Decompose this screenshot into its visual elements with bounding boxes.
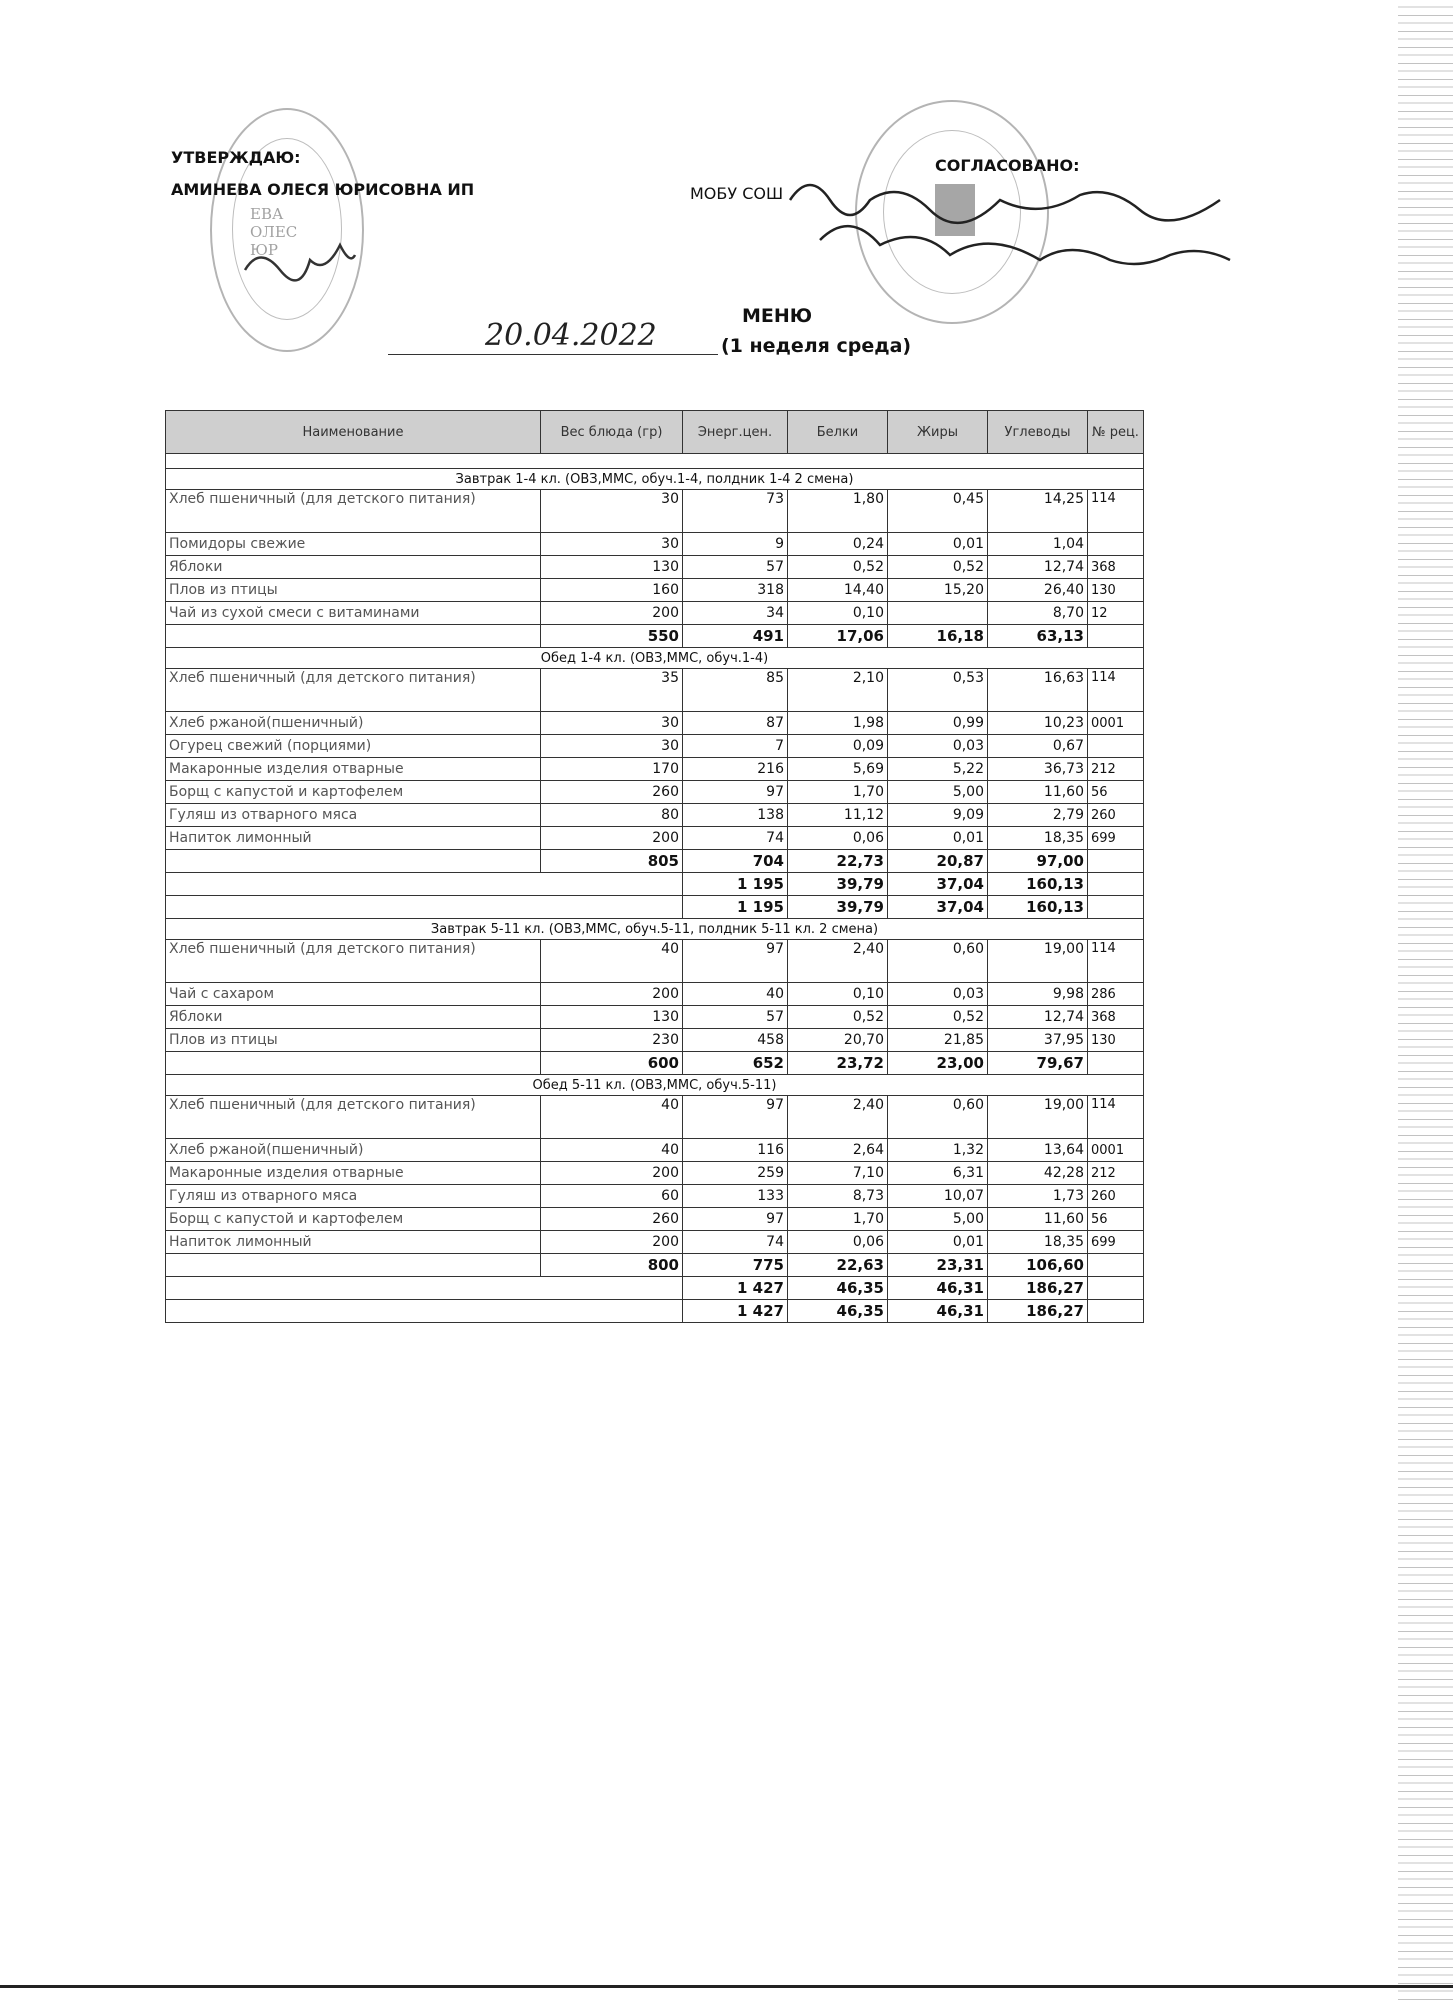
weight: 200 xyxy=(541,827,683,850)
col-name: Наименование xyxy=(166,411,541,454)
grand-protein: 39,79 xyxy=(788,873,888,896)
carbs: 14,25 xyxy=(988,490,1088,533)
table-row xyxy=(166,940,1144,983)
recipe-no: 368 xyxy=(1088,1006,1144,1029)
recipe-no: 56 xyxy=(1088,1208,1144,1231)
weight: 230 xyxy=(541,1029,683,1052)
handwritten-date: 20.04.2022 xyxy=(485,318,657,353)
total-weight: 800 xyxy=(541,1254,683,1277)
protein: 8,73 xyxy=(788,1185,888,1208)
protein: 7,10 xyxy=(788,1162,888,1185)
dish-name: Борщ с капустой и картофелем xyxy=(166,1208,541,1231)
weight: 30 xyxy=(541,712,683,735)
dish-name: Хлеб пшеничный (для детского питания) xyxy=(166,940,541,983)
protein: 0,52 xyxy=(788,556,888,579)
grand-fat: 37,04 xyxy=(888,873,988,896)
section-total-row xyxy=(166,1254,1144,1277)
grand-total-label-empty xyxy=(166,1277,683,1300)
protein: 20,70 xyxy=(788,1029,888,1052)
carbs: 18,35 xyxy=(988,827,1088,850)
energy: 97 xyxy=(683,781,788,804)
col-energy: Энерг.цен. xyxy=(683,411,788,454)
energy: 97 xyxy=(683,1208,788,1231)
energy: 133 xyxy=(683,1185,788,1208)
protein: 5,69 xyxy=(788,758,888,781)
menu-table xyxy=(165,410,1144,1323)
section-title-row xyxy=(166,648,1144,669)
protein: 2,40 xyxy=(788,1096,888,1139)
approver-name: АМИНЕВА ОЛЕСЯ ЮРИСОВНА ИП xyxy=(171,180,475,199)
section-title: Обед 1-4 кл. (ОВЗ,ММС, обуч.1-4) xyxy=(166,648,1144,669)
weight: 130 xyxy=(541,1006,683,1029)
dish-name: Гуляш из отварного мяса xyxy=(166,1185,541,1208)
fat: 21,85 xyxy=(888,1029,988,1052)
section-title-row xyxy=(166,1075,1144,1096)
fat: 0,01 xyxy=(888,533,988,556)
dish-name: Макаронные изделия отварные xyxy=(166,1162,541,1185)
carbs: 37,95 xyxy=(988,1029,1088,1052)
table-row xyxy=(166,1231,1144,1254)
protein: 2,40 xyxy=(788,940,888,983)
table-row xyxy=(166,804,1144,827)
carbs: 8,70 xyxy=(988,602,1088,625)
total-energy: 491 xyxy=(683,625,788,648)
dish-name: Хлеб пшеничный (для детского питания) xyxy=(166,669,541,712)
carbs: 1,04 xyxy=(988,533,1088,556)
carbs: 42,28 xyxy=(988,1162,1088,1185)
grand-carbs: 160,13 xyxy=(988,873,1088,896)
total-recipe-empty xyxy=(1088,850,1144,873)
weight: 200 xyxy=(541,602,683,625)
dish-name: Плов из птицы xyxy=(166,579,541,602)
energy: 259 xyxy=(683,1162,788,1185)
protein: 0,10 xyxy=(788,602,888,625)
protein: 1,98 xyxy=(788,712,888,735)
energy: 57 xyxy=(683,556,788,579)
energy: 87 xyxy=(683,712,788,735)
fat: 6,31 xyxy=(888,1162,988,1185)
recipe-no: 114 xyxy=(1088,940,1144,983)
weight: 30 xyxy=(541,490,683,533)
grand-protein: 46,35 xyxy=(788,1300,888,1323)
recipe-no: 368 xyxy=(1088,556,1144,579)
carbs: 12,74 xyxy=(988,556,1088,579)
dish-name: Плов из птицы xyxy=(166,1029,541,1052)
recipe-no xyxy=(1088,735,1144,758)
weight: 30 xyxy=(541,533,683,556)
table-row xyxy=(166,1096,1144,1139)
total-protein: 17,06 xyxy=(788,625,888,648)
protein: 0,06 xyxy=(788,827,888,850)
energy: 40 xyxy=(683,983,788,1006)
protein: 0,10 xyxy=(788,983,888,1006)
total-label-empty xyxy=(166,1052,541,1075)
total-label-empty xyxy=(166,850,541,873)
school-label: МОБУ СОШ xyxy=(690,184,784,203)
dish-name: Чай с сахаром xyxy=(166,983,541,1006)
fat: 0,45 xyxy=(888,490,988,533)
carbs: 10,23 xyxy=(988,712,1088,735)
dish-name: Борщ с капустой и картофелем xyxy=(166,781,541,804)
total-recipe-empty xyxy=(1088,1254,1144,1277)
energy: 73 xyxy=(683,490,788,533)
energy: 9 xyxy=(683,533,788,556)
fat: 0,03 xyxy=(888,983,988,1006)
grand-recipe-empty xyxy=(1088,896,1144,919)
carbs: 2,79 xyxy=(988,804,1088,827)
grand-total-label-empty xyxy=(166,896,683,919)
total-fat: 23,00 xyxy=(888,1052,988,1075)
total-recipe-empty xyxy=(1088,625,1144,648)
protein: 14,40 xyxy=(788,579,888,602)
table-row xyxy=(166,1185,1144,1208)
recipe-no: 130 xyxy=(1088,1029,1144,1052)
protein: 0,24 xyxy=(788,533,888,556)
carbs: 19,00 xyxy=(988,1096,1088,1139)
recipe-no: 114 xyxy=(1088,669,1144,712)
grand-energy: 1 427 xyxy=(683,1300,788,1323)
table-row xyxy=(166,983,1144,1006)
total-fat: 20,87 xyxy=(888,850,988,873)
energy: 97 xyxy=(683,1096,788,1139)
dish-name: Хлеб пшеничный (для детского питания) xyxy=(166,1096,541,1139)
recipe-no: 12 xyxy=(1088,602,1144,625)
total-recipe-empty xyxy=(1088,1052,1144,1075)
total-weight: 805 xyxy=(541,850,683,873)
total-label-empty xyxy=(166,1254,541,1277)
col-recipe: № рец. xyxy=(1088,411,1144,454)
carbs: 12,74 xyxy=(988,1006,1088,1029)
energy: 458 xyxy=(683,1029,788,1052)
fat: 0,03 xyxy=(888,735,988,758)
table-row xyxy=(166,758,1144,781)
spacer-cell xyxy=(166,454,1144,469)
grand-total-row xyxy=(166,1277,1144,1300)
grand-energy: 1 427 xyxy=(683,1277,788,1300)
carbs: 36,73 xyxy=(988,758,1088,781)
dish-name: Гуляш из отварного мяса xyxy=(166,804,541,827)
grand-recipe-empty xyxy=(1088,1277,1144,1300)
grand-energy: 1 195 xyxy=(683,896,788,919)
dish-name: Хлеб пшеничный (для детского питания) xyxy=(166,490,541,533)
protein: 1,80 xyxy=(788,490,888,533)
recipe-no: 114 xyxy=(1088,490,1144,533)
grand-total-row xyxy=(166,1300,1144,1323)
section-title: Завтрак 1-4 кл. (ОВЗ,ММС, обуч.1-4, полдник 1-4 2 смена) xyxy=(166,469,1144,490)
weight: 200 xyxy=(541,1231,683,1254)
recipe-no: 114 xyxy=(1088,1096,1144,1139)
table-row xyxy=(166,579,1144,602)
fat: 5,22 xyxy=(888,758,988,781)
recipe-no: 130 xyxy=(1088,579,1144,602)
weight: 35 xyxy=(541,669,683,712)
fat: 10,07 xyxy=(888,1185,988,1208)
dish-name: Напиток лимонный xyxy=(166,1231,541,1254)
dish-name: Яблоки xyxy=(166,1006,541,1029)
section-title: Завтрак 5-11 кл. (ОВЗ,ММС, обуч.5-11, полдник 5-11 кл. 2 смена) xyxy=(166,919,1144,940)
scan-bottom-line xyxy=(0,1985,1453,1988)
total-protein: 22,63 xyxy=(788,1254,888,1277)
menu-subtitle: (1 неделя среда) xyxy=(721,335,912,357)
grand-total-label-empty xyxy=(166,1300,683,1323)
approve-label: УТВЕРЖДАЮ: xyxy=(171,148,301,167)
carbs: 26,40 xyxy=(988,579,1088,602)
protein: 0,52 xyxy=(788,1006,888,1029)
energy: 97 xyxy=(683,940,788,983)
total-energy: 775 xyxy=(683,1254,788,1277)
energy: 74 xyxy=(683,1231,788,1254)
fat: 0,99 xyxy=(888,712,988,735)
table-row xyxy=(166,1139,1144,1162)
recipe-no: 260 xyxy=(1088,804,1144,827)
grand-energy: 1 195 xyxy=(683,873,788,896)
fat: 5,00 xyxy=(888,1208,988,1231)
weight: 200 xyxy=(541,1162,683,1185)
grand-protein: 39,79 xyxy=(788,896,888,919)
table-row xyxy=(166,490,1144,533)
energy: 7 xyxy=(683,735,788,758)
recipe-no: 0001 xyxy=(1088,1139,1144,1162)
carbs: 18,35 xyxy=(988,1231,1088,1254)
grand-recipe-empty xyxy=(1088,873,1144,896)
energy: 116 xyxy=(683,1139,788,1162)
date-underline xyxy=(388,354,718,355)
spacer-row xyxy=(166,454,1144,469)
protein: 2,64 xyxy=(788,1139,888,1162)
col-protein: Белки xyxy=(788,411,888,454)
grand-carbs: 160,13 xyxy=(988,896,1088,919)
weight: 260 xyxy=(541,781,683,804)
carbs: 1,73 xyxy=(988,1185,1088,1208)
total-carbs: 79,67 xyxy=(988,1052,1088,1075)
handwritten-signature xyxy=(780,160,1300,270)
energy: 34 xyxy=(683,602,788,625)
protein: 0,06 xyxy=(788,1231,888,1254)
weight: 40 xyxy=(541,940,683,983)
table-row xyxy=(166,533,1144,556)
col-carbs: Углеводы xyxy=(988,411,1088,454)
total-weight: 600 xyxy=(541,1052,683,1075)
dish-name: Макаронные изделия отварные xyxy=(166,758,541,781)
fat: 0,53 xyxy=(888,669,988,712)
total-fat: 16,18 xyxy=(888,625,988,648)
section-total-row xyxy=(166,625,1144,648)
section-total-row xyxy=(166,1052,1144,1075)
table-row xyxy=(166,1208,1144,1231)
grand-protein: 46,35 xyxy=(788,1277,888,1300)
grand-fat: 37,04 xyxy=(888,896,988,919)
fat: 0,01 xyxy=(888,827,988,850)
section-title-row xyxy=(166,919,1144,940)
weight: 260 xyxy=(541,1208,683,1231)
table-row xyxy=(166,827,1144,850)
carbs: 9,98 xyxy=(988,983,1088,1006)
left-signature xyxy=(240,230,360,290)
grand-total-row xyxy=(166,873,1144,896)
weight: 30 xyxy=(541,735,683,758)
carbs: 16,63 xyxy=(988,669,1088,712)
grand-recipe-empty xyxy=(1088,1300,1144,1323)
fat: 0,52 xyxy=(888,1006,988,1029)
dish-name: Яблоки xyxy=(166,556,541,579)
energy: 318 xyxy=(683,579,788,602)
table-row xyxy=(166,712,1144,735)
total-weight: 550 xyxy=(541,625,683,648)
fat xyxy=(888,602,988,625)
fat: 0,60 xyxy=(888,940,988,983)
total-energy: 652 xyxy=(683,1052,788,1075)
dish-name: Хлеб ржаной(пшеничный) xyxy=(166,712,541,735)
carbs: 13,64 xyxy=(988,1139,1088,1162)
carbs: 0,67 xyxy=(988,735,1088,758)
section-title: Обед 5-11 кл. (ОВЗ,ММС, обуч.5-11) xyxy=(166,1075,1144,1096)
weight: 40 xyxy=(541,1139,683,1162)
recipe-no: 260 xyxy=(1088,1185,1144,1208)
energy: 138 xyxy=(683,804,788,827)
energy: 216 xyxy=(683,758,788,781)
table-header-row xyxy=(166,411,1144,454)
dish-name: Напиток лимонный xyxy=(166,827,541,850)
dish-name: Чай из сухой смеси с витаминами xyxy=(166,602,541,625)
carbs: 11,60 xyxy=(988,781,1088,804)
recipe-no xyxy=(1088,533,1144,556)
table-row xyxy=(166,781,1144,804)
menu-title: МЕНЮ xyxy=(742,305,813,327)
grand-fat: 46,31 xyxy=(888,1300,988,1323)
recipe-no: 699 xyxy=(1088,827,1144,850)
energy: 74 xyxy=(683,827,788,850)
protein: 2,10 xyxy=(788,669,888,712)
carbs: 19,00 xyxy=(988,940,1088,983)
dish-name: Огурец свежий (порциями) xyxy=(166,735,541,758)
fat: 0,60 xyxy=(888,1096,988,1139)
protein: 1,70 xyxy=(788,1208,888,1231)
table-row xyxy=(166,556,1144,579)
fat: 0,01 xyxy=(888,1231,988,1254)
fat: 9,09 xyxy=(888,804,988,827)
carbs: 11,60 xyxy=(988,1208,1088,1231)
fat: 15,20 xyxy=(888,579,988,602)
table-row xyxy=(166,1162,1144,1185)
weight: 40 xyxy=(541,1096,683,1139)
section-title-row xyxy=(166,469,1144,490)
weight: 200 xyxy=(541,983,683,1006)
fat: 1,32 xyxy=(888,1139,988,1162)
total-protein: 22,73 xyxy=(788,850,888,873)
recipe-no: 286 xyxy=(1088,983,1144,1006)
fat: 5,00 xyxy=(888,781,988,804)
protein: 11,12 xyxy=(788,804,888,827)
weight: 130 xyxy=(541,556,683,579)
protein: 0,09 xyxy=(788,735,888,758)
grand-total-label-empty xyxy=(166,873,683,896)
weight: 160 xyxy=(541,579,683,602)
weight: 60 xyxy=(541,1185,683,1208)
scan-edge-noise xyxy=(1398,0,1453,2000)
grand-total-row xyxy=(166,896,1144,919)
protein: 1,70 xyxy=(788,781,888,804)
table-row xyxy=(166,1006,1144,1029)
left-seal-stamp: ЕВА ОЛЕС ЮР xyxy=(210,108,364,352)
energy: 85 xyxy=(683,669,788,712)
table-row xyxy=(166,735,1144,758)
total-label-empty xyxy=(166,625,541,648)
weight: 170 xyxy=(541,758,683,781)
grand-carbs: 186,27 xyxy=(988,1277,1088,1300)
table-row xyxy=(166,602,1144,625)
total-energy: 704 xyxy=(683,850,788,873)
grand-fat: 46,31 xyxy=(888,1277,988,1300)
energy: 57 xyxy=(683,1006,788,1029)
weight: 80 xyxy=(541,804,683,827)
total-fat: 23,31 xyxy=(888,1254,988,1277)
fat: 0,52 xyxy=(888,556,988,579)
recipe-no: 0001 xyxy=(1088,712,1144,735)
section-total-row xyxy=(166,850,1144,873)
table-row xyxy=(166,669,1144,712)
recipe-no: 212 xyxy=(1088,758,1144,781)
dish-name: Помидоры свежие xyxy=(166,533,541,556)
recipe-no: 56 xyxy=(1088,781,1144,804)
col-weight: Вес блюда (гр) xyxy=(541,411,683,454)
agreed-label: СОГЛАСОВАНО: xyxy=(935,156,1080,175)
dish-name: Хлеб ржаной(пшеничный) xyxy=(166,1139,541,1162)
total-carbs: 106,60 xyxy=(988,1254,1088,1277)
recipe-no: 699 xyxy=(1088,1231,1144,1254)
recipe-no: 212 xyxy=(1088,1162,1144,1185)
total-protein: 23,72 xyxy=(788,1052,888,1075)
grand-carbs: 186,27 xyxy=(988,1300,1088,1323)
total-carbs: 63,13 xyxy=(988,625,1088,648)
col-fat: Жиры xyxy=(888,411,988,454)
table-row xyxy=(166,1029,1144,1052)
total-carbs: 97,00 xyxy=(988,850,1088,873)
